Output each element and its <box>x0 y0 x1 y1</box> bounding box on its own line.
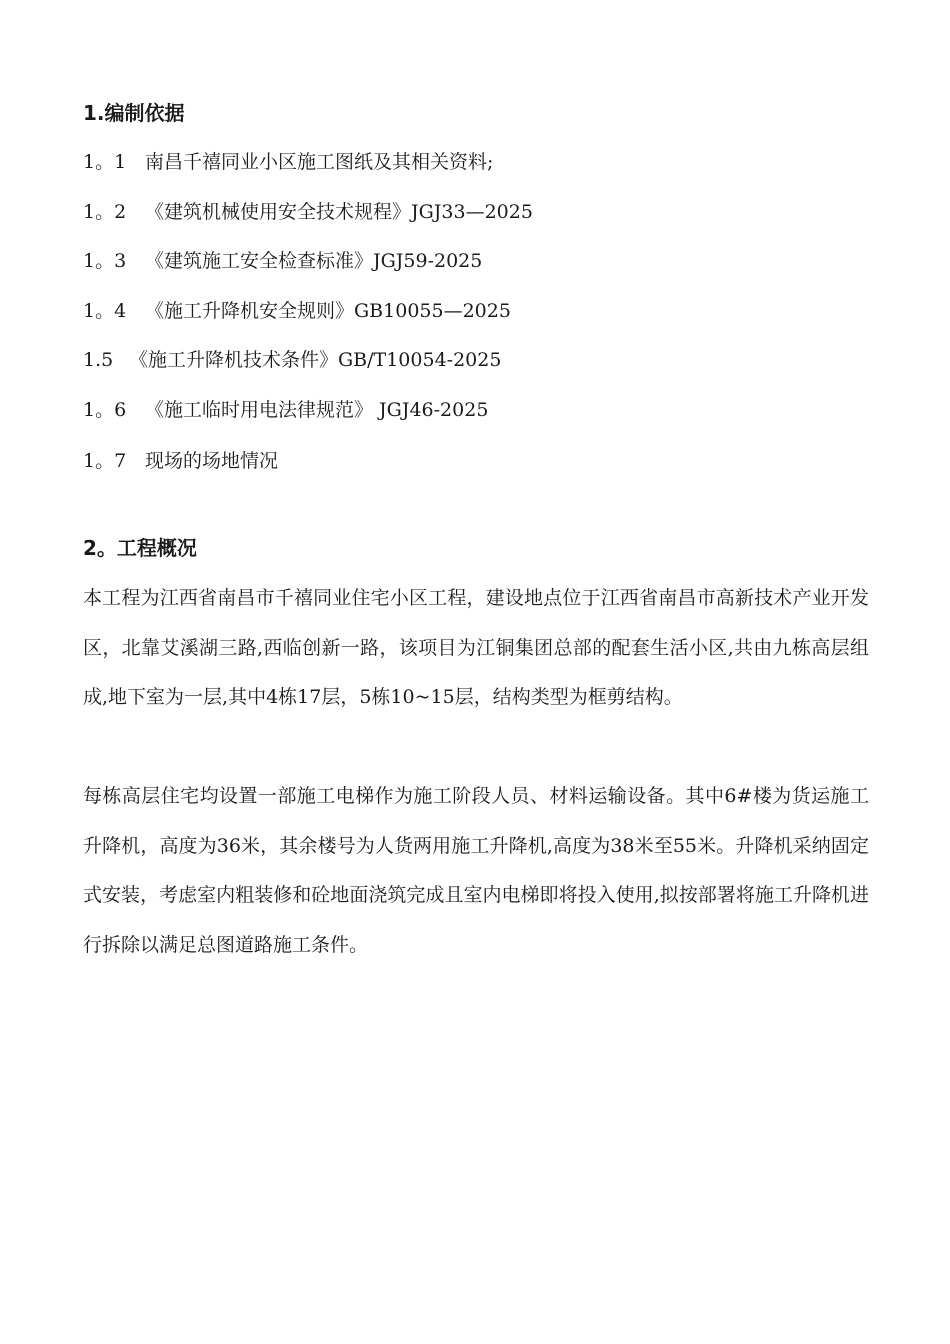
reference-text: 《建筑施工安全检查标准》JGJ59-2025 <box>145 250 483 272</box>
reference-text: 现场的场地情况 <box>145 450 279 472</box>
reference-text: 《施工升降机安全规则》GB10055—2025 <box>145 300 511 322</box>
overview-paragraph-1: 本工程为江西省南昌市千禧同业住宅小区工程，建设地点位于江西省南昌市高新技术产业开发区，北靠艾溪湖三路,西临创新一路，该项目为江铜集团总部的配套生活小区,共由九栋高层组成,地下室为一层,其中4栋17层，5栋10~15层，结构类型为框剪结构。 <box>83 587 869 708</box>
section-1-heading: 1.编制依据 <box>83 101 185 125</box>
reference-item-6 <box>83 398 488 422</box>
reference-number: 1.5 <box>83 349 114 371</box>
reference-item-5 <box>83 348 501 372</box>
reference-text: 《施工临时用电法律规范》 JGJ46-2025 <box>145 399 489 421</box>
reference-number: 1。1 <box>83 151 127 173</box>
reference-text: 《施工升降机技术条件》GB/T10054-2025 <box>129 349 502 371</box>
reference-item-4 <box>83 299 511 323</box>
overview-paragraph-2: 每栋高层住宅均设置一部施工电梯作为施工阶段人员、材料运输设备。其中6#楼为货运施工升降机，高度为36米，其余楼号为人货两用施工升降机,高度为38米至55米。升降机采纳固定式安装，考虑室内粗装修和砼地面浇筑完成且室内电梯即将投入使用,拟按部署将施工升降机进行拆除以满足总图道路施工条件。 <box>83 785 869 956</box>
reference-number: 1。6 <box>83 399 127 421</box>
reference-number: 1。4 <box>83 300 127 322</box>
reference-number: 1。3 <box>83 250 127 272</box>
reference-number: 1。7 <box>83 450 127 472</box>
reference-item-3 <box>83 249 482 273</box>
reference-item-7 <box>83 449 278 473</box>
section-2-heading: 2。工程概况 <box>83 536 197 560</box>
reference-number: 1。2 <box>83 201 127 223</box>
reference-item-2 <box>83 200 533 224</box>
reference-text: 南昌千禧同业小区施工图纸及其相关资料; <box>145 151 494 173</box>
reference-text: 《建筑机械使用安全技术规程》JGJ33—2025 <box>145 201 533 223</box>
reference-item-1 <box>83 150 493 174</box>
